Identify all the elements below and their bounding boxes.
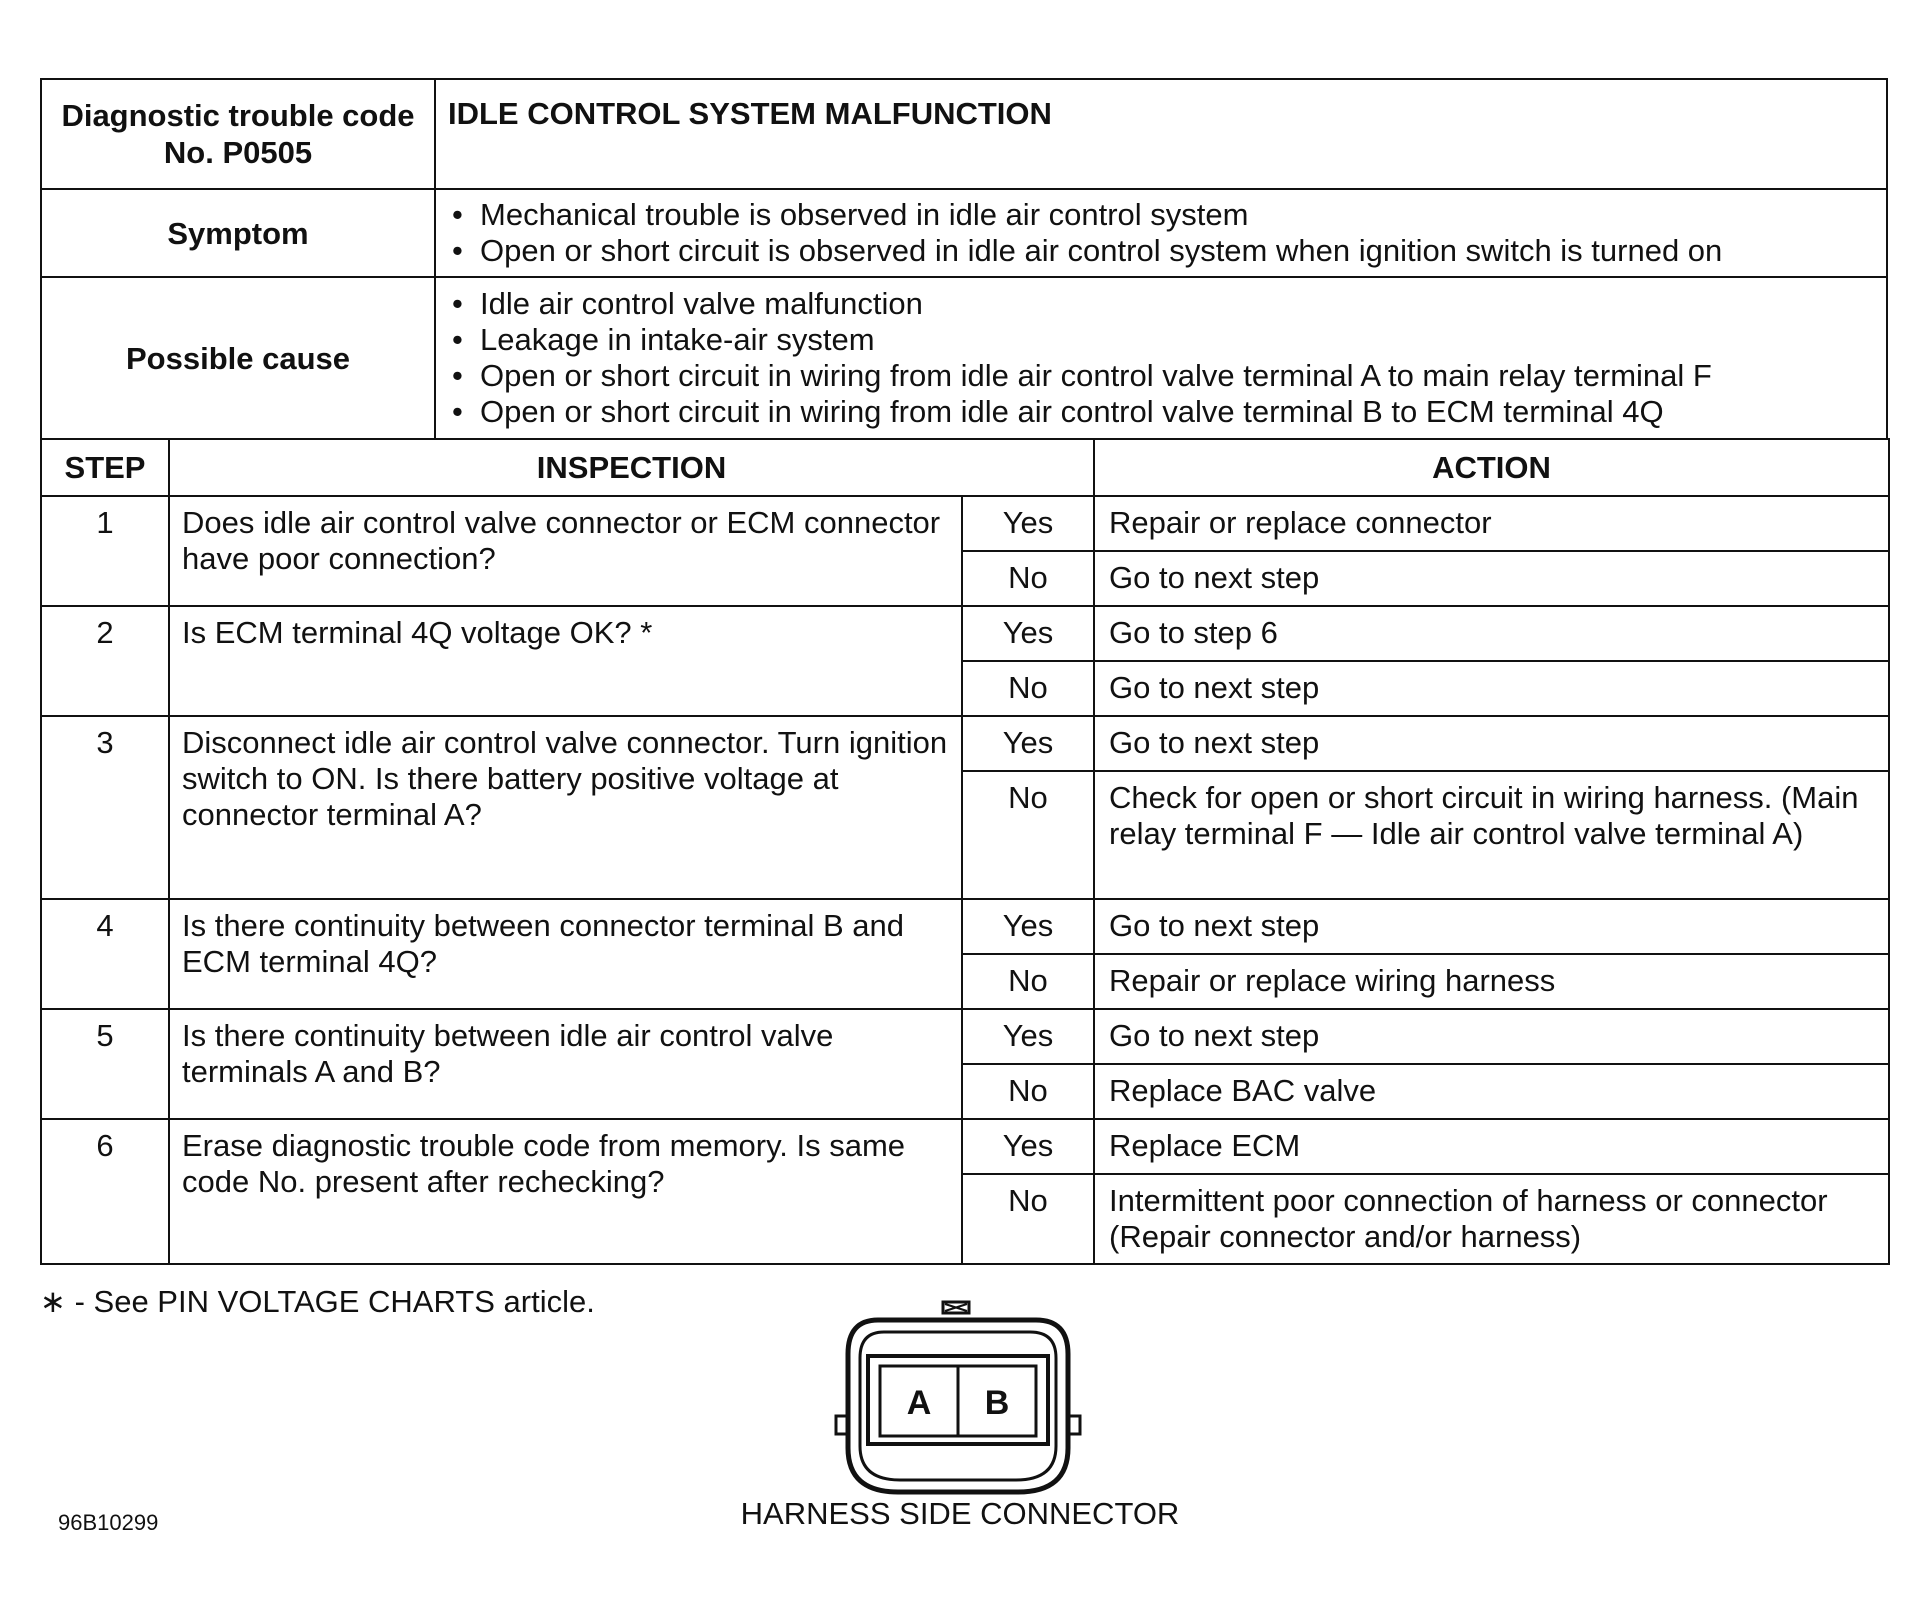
possible-cause-row xyxy=(41,277,1887,439)
possible-cause-list xyxy=(448,286,1886,430)
cause-item: • Leakage in intake-air system xyxy=(448,322,1886,358)
harness-connector-diagram xyxy=(818,1298,1098,1498)
answer-no: No xyxy=(962,551,1094,606)
column-header-step: STEP xyxy=(41,439,169,496)
step-row xyxy=(41,716,1889,771)
action-no: Go to next step xyxy=(1094,661,1889,716)
answer-no: No xyxy=(962,661,1094,716)
step-number: 4 xyxy=(41,899,169,1009)
action-yes: Go to next step xyxy=(1094,1009,1889,1064)
step-number: 6 xyxy=(41,1119,169,1264)
step-row xyxy=(41,496,1889,551)
action-yes: Go to next step xyxy=(1094,716,1889,771)
dtc-header-table xyxy=(40,78,1888,440)
step-row xyxy=(41,1009,1889,1064)
inspection-steps-table xyxy=(40,438,1890,1265)
column-header-action: ACTION xyxy=(1094,439,1889,496)
step-row xyxy=(41,899,1889,954)
answer-no: No xyxy=(962,771,1094,899)
possible-cause-list-cell xyxy=(435,277,1887,439)
step-inspection: Is ECM terminal 4Q voltage OK? * xyxy=(169,606,962,716)
action-yes: Repair or replace connector xyxy=(1094,496,1889,551)
footnote: ∗ - See PIN VOLTAGE CHARTS article. xyxy=(40,1284,595,1319)
column-header-inspection: INSPECTION xyxy=(169,439,1094,496)
step-inspection: Disconnect idle air control valve connector. Turn ignition switch to ON. Is there battery positive voltage at connector terminal A? xyxy=(169,716,962,899)
possible-cause-label: Possible cause xyxy=(41,277,435,439)
steps-header-row xyxy=(41,439,1889,496)
cause-item: • Idle air control valve malfunction xyxy=(448,286,1886,322)
action-no: Intermittent poor connection of harness or connector (Repair connector and/or harness) xyxy=(1094,1174,1889,1264)
cause-item: • Open or short circuit in wiring from idle air control valve terminal B to ECM terminal 4Q xyxy=(448,394,1886,430)
step-number: 2 xyxy=(41,606,169,716)
answer-yes: Yes xyxy=(962,899,1094,954)
answer-yes: Yes xyxy=(962,1009,1094,1064)
terminal-b-label: B xyxy=(984,1384,1010,1422)
answer-yes: Yes xyxy=(962,606,1094,661)
answer-no: No xyxy=(962,954,1094,1009)
symptom-row xyxy=(41,189,1887,277)
action-no: Go to next step xyxy=(1094,551,1889,606)
step-inspection: Is there continuity between connector terminal B and ECM terminal 4Q? xyxy=(169,899,962,1009)
dtc-code-row xyxy=(41,79,1887,189)
symptom-list xyxy=(448,197,1886,269)
action-no: Replace BAC valve xyxy=(1094,1064,1889,1119)
action-no: Repair or replace wiring harness xyxy=(1094,954,1889,1009)
figure-id: 96B10299 xyxy=(58,1510,159,1535)
symptom-label: Symptom xyxy=(41,189,435,277)
connector-caption: HARNESS SIDE CONNECTOR xyxy=(740,1496,1180,1531)
action-no: Check for open or short circuit in wiring harness. (Main relay terminal F — Idle air control valve terminal A) xyxy=(1094,771,1889,899)
symptom-list-cell xyxy=(435,189,1887,277)
step-row xyxy=(41,1119,1889,1174)
action-yes: Go to next step xyxy=(1094,899,1889,954)
symptom-item: • Open or short circuit is observed in idle air control system when ignition switch is turned on xyxy=(448,233,1886,269)
step-inspection: Erase diagnostic trouble code from memory. Is same code No. present after rechecking? xyxy=(169,1119,962,1264)
step-inspection: Is there continuity between idle air control valve terminals A and B? xyxy=(169,1009,962,1119)
symptom-item: • Mechanical trouble is observed in idle air control system xyxy=(448,197,1886,233)
answer-yes: Yes xyxy=(962,1119,1094,1174)
dtc-title: IDLE CONTROL SYSTEM MALFUNCTION xyxy=(435,79,1887,189)
step-number: 1 xyxy=(41,496,169,606)
answer-yes: Yes xyxy=(962,716,1094,771)
answer-no: No xyxy=(962,1064,1094,1119)
action-yes: Go to step 6 xyxy=(1094,606,1889,661)
step-inspection: Does idle air control valve connector or ECM connector have poor connection? xyxy=(169,496,962,606)
terminal-a-label: A xyxy=(906,1384,932,1422)
step-number: 3 xyxy=(41,716,169,899)
dtc-code-label: Diagnostic trouble code No. P0505 xyxy=(41,79,435,189)
step-row xyxy=(41,606,1889,661)
action-yes: Replace ECM xyxy=(1094,1119,1889,1174)
cause-item: • Open or short circuit in wiring from idle air control valve terminal A to main relay terminal F xyxy=(448,358,1886,394)
step-number: 5 xyxy=(41,1009,169,1119)
answer-yes: Yes xyxy=(962,496,1094,551)
answer-no: No xyxy=(962,1174,1094,1264)
